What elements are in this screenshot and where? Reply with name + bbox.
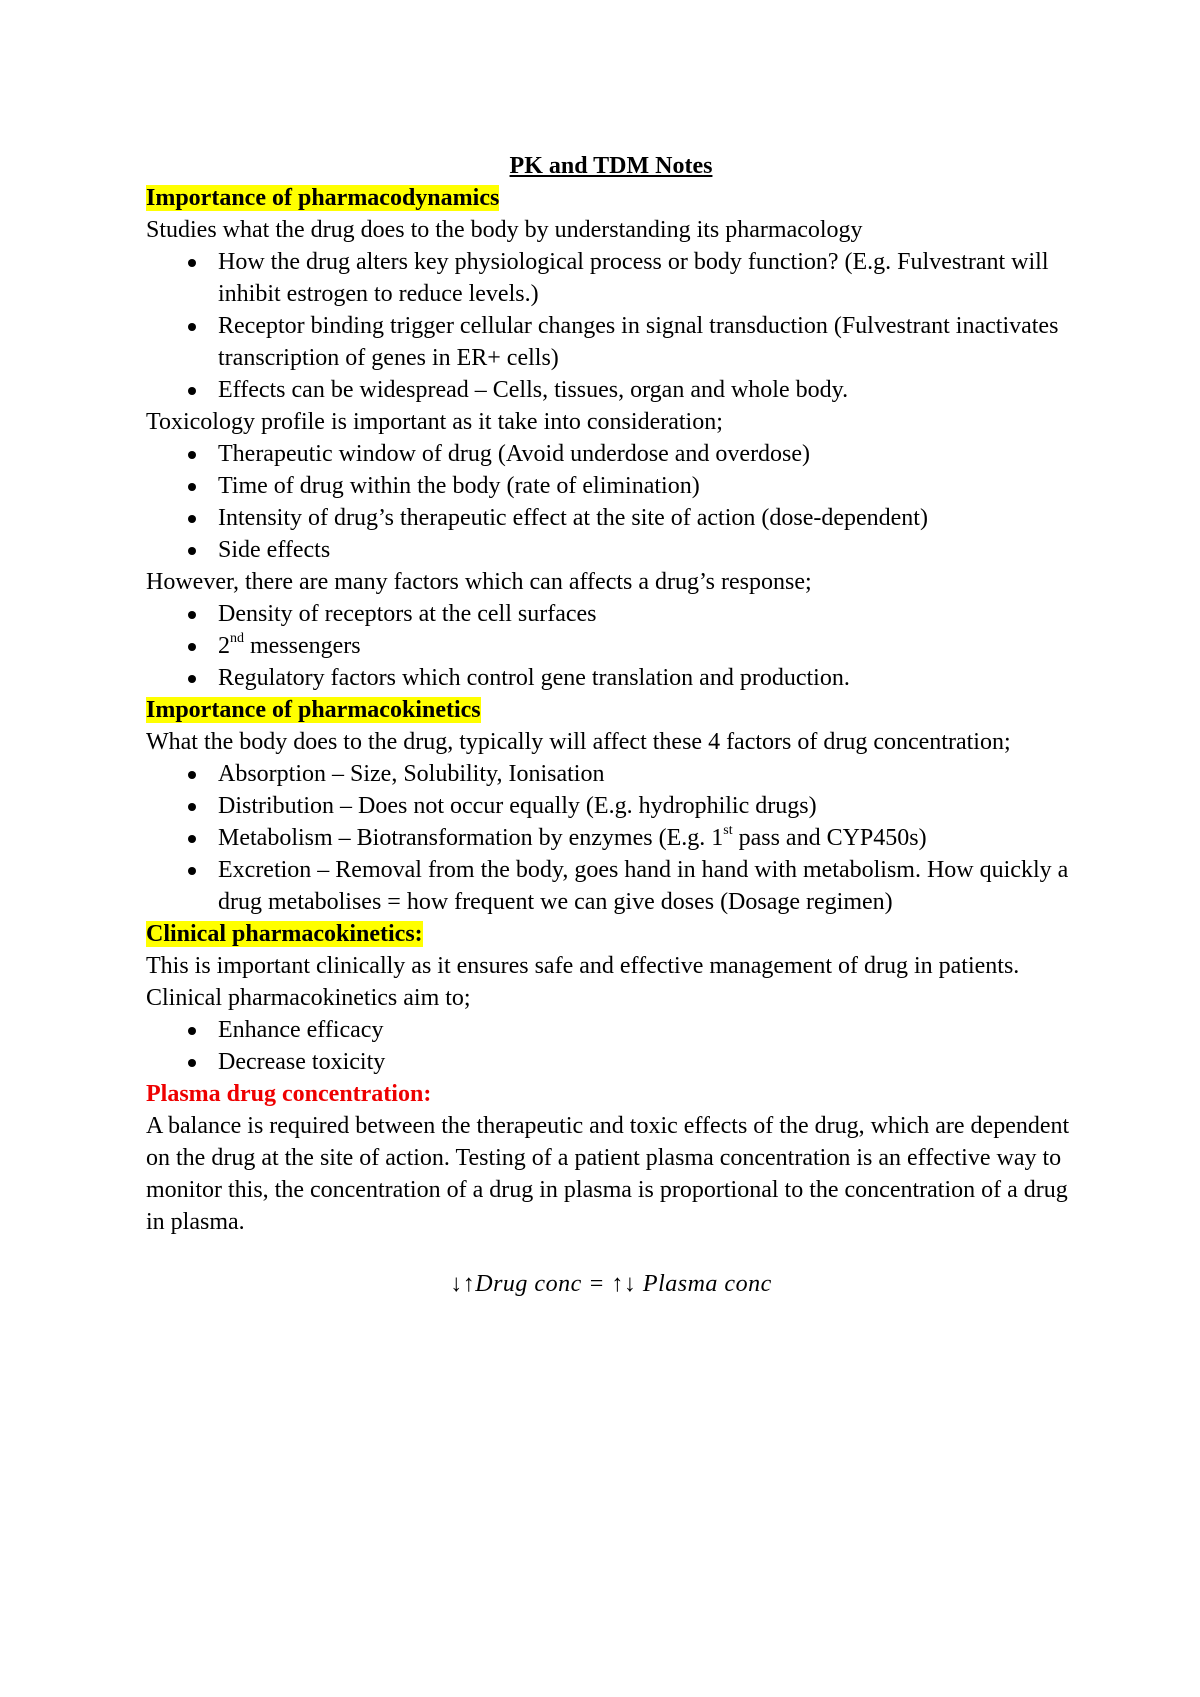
heading-highlight: Clinical pharmacokinetics: (146, 921, 423, 947)
heading-highlight: Importance of pharmacokinetics (146, 697, 481, 723)
equation: ↓↑Drug conc = ↑↓ Plasma conc (450, 1271, 772, 1297)
list-item: Enhance efficacy (218, 1014, 1076, 1046)
pd-intro: Studies what the drug does to the body by understanding its pharmacology (146, 217, 863, 243)
ordinal-suffix: st (723, 823, 733, 838)
factors-intro: However, there are many factors which can affects a drug’s response; (146, 569, 812, 595)
list-item (218, 822, 1076, 854)
list-item: Absorption – Size, Solubility, Ionisation (218, 758, 1076, 790)
page-title: PK and TDM Notes (509, 153, 713, 179)
list-item-text: pass and CYP450s) (732, 825, 927, 851)
heading-highlight: Importance of pharmacodynamics (146, 185, 500, 211)
list-item: Time of drug within the body (rate of elimination) (218, 470, 1076, 502)
list-item: Therapeutic window of drug (Avoid underdose and overdose) (218, 438, 1076, 470)
list-item: Excretion – Removal from the body, goes hand in hand with metabolism. How quickly a drug metabolises = how frequent we can give doses (Dosage regimen) (218, 854, 1076, 918)
list-item-text: Metabolism – Biotransformation by enzymes (E.g. 1 (218, 825, 724, 851)
section-heading-pharmacodynamics (146, 182, 1076, 214)
ordinal-suffix: nd (230, 631, 244, 646)
list-item: Side effects (218, 534, 1076, 566)
section-heading-clinical-pk (146, 918, 1076, 950)
list-item: Distribution – Does not occur equally (E.g. hydrophilic drugs) (218, 790, 1076, 822)
list-item-text: messengers (244, 633, 361, 659)
document-page (146, 150, 1076, 1300)
list-item: Receptor binding trigger cellular changes in signal transduction (Fulvestrant inactivates transcription of genes in ER+ cells) (218, 310, 1076, 374)
list-item: How the drug alters key physiological process or body function? (E.g. Fulvestrant will inhibit estrogen to reduce levels.) (218, 246, 1076, 310)
section-heading-plasma: Plasma drug concentration: (146, 1081, 432, 1107)
list-item: Density of receptors at the cell surfaces (218, 598, 1076, 630)
list-item: Regulatory factors which control gene translation and production. (218, 662, 1076, 694)
plasma-body: A balance is required between the therapeutic and toxic effects of the drug, which are dependent on the drug at the site of action. Testing of a patient plasma concentration is an effective way to monitor this, the concentration of a drug in plasma is proportional to the concentration of a drug in plasma. (146, 1113, 1070, 1235)
list-item: Intensity of drug’s therapeutic effect at the site of action (dose-dependent) (218, 502, 1076, 534)
pd-list-1 (146, 246, 1076, 406)
ordinal-number: 2 (218, 633, 230, 659)
pd-list-3 (146, 598, 1076, 694)
pk-list (146, 758, 1076, 918)
tox-intro: Toxicology profile is important as it take into consideration; (146, 409, 723, 435)
list-item (218, 630, 1076, 662)
list-item: Decrease toxicity (218, 1046, 1076, 1078)
cpk-intro: This is important clinically as it ensures safe and effective management of drug in patients. Clinical pharmacokinetics aim to; (146, 953, 1020, 1011)
pk-intro: What the body does to the drug, typically will affect these 4 factors of drug concentration; (146, 729, 1011, 755)
list-item: Effects can be widespread – Cells, tissues, organ and whole body. (218, 374, 1076, 406)
cpk-list (146, 1014, 1076, 1078)
pd-list-2 (146, 438, 1076, 566)
section-heading-pharmacokinetics (146, 694, 1076, 726)
